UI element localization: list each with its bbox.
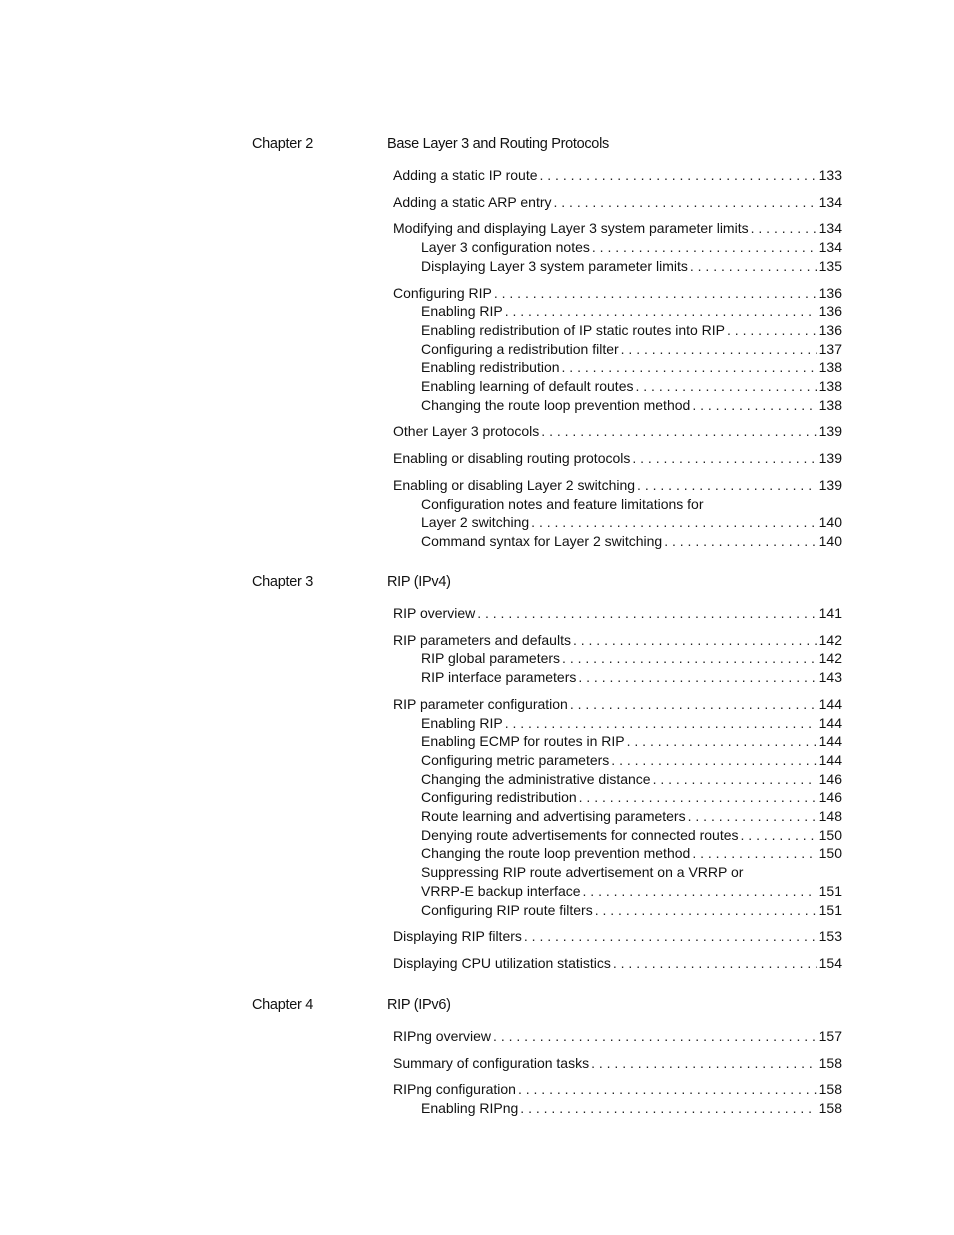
toc-subentry[interactable] [421,321,842,339]
entry-title: Configuring RIP route filters [421,901,593,918]
toc-subentry[interactable] [421,358,842,376]
dot-leader [477,604,816,622]
toc-subentry[interactable] [421,257,842,275]
dot-leader [573,631,817,649]
page-number: 153 [818,928,842,945]
toc-subentry[interactable] [421,495,842,513]
entry-title: Adding a static ARP entry [393,193,552,210]
dot-leader [727,321,817,339]
page-number: 134 [818,193,842,210]
entry-title: Enabling RIPng [421,1100,519,1117]
dot-leader [562,649,817,667]
dot-leader [653,770,817,788]
dot-leader [518,1080,817,1098]
entry-title: Configuring RIP [393,284,492,301]
dot-leader [591,1054,817,1072]
entry-title: RIPng configuration [393,1081,516,1098]
toc-entry[interactable] [393,284,842,302]
page-number: 140 [818,532,842,549]
page-number: 146 [818,770,842,787]
page-number: 136 [818,284,842,301]
page-number: 134 [818,220,842,237]
page-number: 138 [818,378,842,394]
page-number: 139 [818,450,842,467]
page-number: 138 [818,359,842,376]
page-number: 139 [818,476,842,493]
dot-leader [611,751,816,769]
toc-entry[interactable] [393,927,842,945]
dot-leader [627,732,817,750]
page-number: 144 [818,751,842,768]
dot-leader [741,826,817,844]
toc-subentry[interactable] [421,826,842,844]
toc-entry[interactable] [393,1027,842,1045]
toc-subentry[interactable] [421,714,842,732]
entry-title: Enabling or disabling routing protocols [393,450,631,467]
entry-title: Displaying RIP filters [393,928,522,945]
dot-leader [562,358,817,376]
toc-entry[interactable] [393,219,842,237]
toc-entry[interactable] [393,476,842,494]
page-number: 135 [818,257,842,274]
page-number: 142 [818,650,842,667]
toc-subentry[interactable] [421,844,842,862]
toc-subentry[interactable] [421,863,842,881]
dot-leader [540,166,817,184]
entry-title: Enabling or disabling Layer 2 switching [393,476,636,493]
page-number: 136 [818,321,842,338]
chapter-title: RIP (IPv4) [387,574,451,590]
dot-leader [613,954,817,972]
entry-title: Layer 3 configuration notes [421,239,590,256]
entry-title: Enabling redistribution of IP static routes into RIP [421,321,726,338]
entry-title: Enabling redistribution [421,359,560,376]
toc-subentry[interactable] [421,302,842,320]
toc-subentry[interactable] [421,340,842,358]
page-number: 146 [818,789,842,806]
dot-leader [505,714,817,732]
chapter-label: Chapter 4 [252,997,313,1013]
entry-title: Changing the administrative distance [421,770,651,787]
entry-title: Modifying and displaying Layer 3 system parameter limits [393,220,749,237]
dot-leader [690,257,817,275]
entry-title: Changing the route loop prevention method [421,396,691,413]
entry-title: Configuring a redistribution filter [421,340,619,357]
entry-title: Configuring redistribution [421,789,577,806]
dot-leader [531,513,816,531]
entry-title: Displaying CPU utilization statistics [393,954,611,971]
dot-leader [579,788,817,806]
toc-subentry[interactable] [421,882,842,900]
dot-leader [494,284,817,302]
dot-leader [664,532,816,550]
entry-title: Configuring metric parameters [421,751,610,768]
dot-leader [520,1099,816,1117]
entry-title: Layer 2 switching [421,514,530,531]
page-number: 142 [818,631,842,648]
page-number: 150 [818,845,842,862]
dot-leader [493,1027,817,1045]
page-number: 158 [818,1100,842,1117]
dot-leader [554,193,817,211]
toc-subentry[interactable] [421,668,842,686]
page-number: 134 [818,239,842,256]
entry-title: Enabling RIP [421,303,503,320]
toc-subentry[interactable] [421,751,842,769]
entry-title: Enabling learning of default routes [421,378,634,394]
page-number: 139 [818,423,842,440]
toc-subentry[interactable] [421,807,842,825]
toc-entry[interactable] [393,604,842,622]
dot-leader [583,882,817,900]
toc-entry[interactable] [393,193,842,211]
entry-title: VRRP-E backup interface [421,882,581,899]
page-number: 138 [818,396,842,413]
dot-leader [595,901,817,919]
dot-leader [688,807,817,825]
page-number: 151 [818,901,842,918]
toc-subentry[interactable] [421,649,842,667]
entry-title: RIPng overview [393,1028,492,1044]
entry-title: Denying route advertisements for connected routes [421,826,739,843]
page-number: 148 [818,808,842,824]
toc-subentry[interactable] [421,513,842,531]
page-number: 144 [818,733,842,750]
toc-entry[interactable] [393,695,842,713]
entry-title: Changing the route loop prevention method [421,845,691,862]
entry-title: RIP parameters and defaults [393,631,571,648]
dot-leader [637,476,817,494]
entry-title: Summary of configuration tasks [393,1054,590,1071]
toc-subentry[interactable] [421,396,842,414]
page-number: 144 [818,695,842,712]
page-number: 137 [818,340,842,357]
toc-entry[interactable] [393,1054,842,1072]
dot-leader [578,668,816,686]
dot-leader [570,695,817,713]
toc-entry[interactable] [393,1080,842,1098]
dot-leader [592,238,817,256]
toc-subentry[interactable] [421,377,842,395]
entry-title: RIP global parameters [421,650,561,667]
chapter-title: Base Layer 3 and Routing Protocols [387,136,609,152]
dot-leader [541,422,816,440]
toc-entry[interactable] [393,166,842,184]
dot-leader [524,927,817,945]
dot-leader [692,396,816,414]
dot-leader [751,219,817,237]
dot-leader [621,340,817,358]
toc-subentry[interactable] [421,770,842,788]
entry-title: Enabling RIP [421,714,503,731]
toc-subentry[interactable] [421,788,842,806]
page-number: 136 [818,303,842,320]
page-number: 158 [818,1054,842,1071]
toc-subentry[interactable] [421,238,842,256]
chapter-label: Chapter 3 [252,574,313,590]
chapter-title: RIP (IPv6) [387,997,451,1013]
page-number: 140 [818,514,842,531]
entry-title: RIP overview [393,605,476,621]
page-number: 154 [818,954,842,971]
page-number: 150 [818,826,842,843]
entry-title: RIP interface parameters [421,669,577,686]
entry-title: Other Layer 3 protocols [393,423,540,440]
page-number: 133 [818,167,842,183]
toc-subentry[interactable] [421,532,842,550]
page-number: 151 [818,882,842,899]
entry-title: Enabling ECMP for routes in RIP [421,733,625,750]
dot-leader [505,302,817,320]
page-number: 158 [818,1081,842,1098]
dot-leader [635,377,816,395]
dot-leader [632,449,816,467]
entry-title: Command syntax for Layer 2 switching [421,532,663,549]
entry-title: Adding a static IP route [393,167,538,183]
toc-entry[interactable] [393,422,842,440]
toc-subentry[interactable] [421,901,842,919]
toc-subentry[interactable] [421,732,842,750]
page-number: 157 [818,1028,842,1044]
dot-leader [692,844,816,862]
entry-title: Configuration notes and feature limitations for [421,495,704,512]
page-number: 141 [818,605,842,621]
entry-title: Route learning and advertising parameters [421,808,686,824]
entry-title: Suppressing RIP route advertisement on a VRRP or [421,864,744,881]
chapter-label: Chapter 2 [252,136,313,152]
toc-subentry[interactable] [421,1099,842,1117]
entry-title: Displaying Layer 3 system parameter limits [421,257,688,274]
page-number: 143 [818,669,842,686]
toc-entry[interactable] [393,631,842,649]
toc-entry[interactable] [393,449,842,467]
toc-entry[interactable] [393,954,842,972]
entry-title: RIP parameter configuration [393,695,568,712]
page-number: 144 [818,714,842,731]
